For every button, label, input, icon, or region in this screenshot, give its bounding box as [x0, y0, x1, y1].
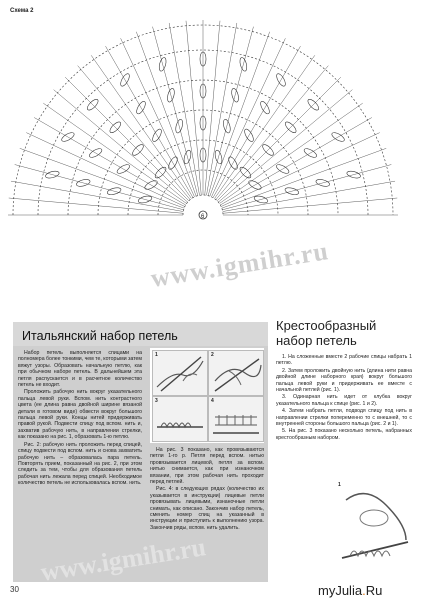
paragraph: 3. Одинарная нить идет от клубка вокруг указательного пальца к спице (рис. 1 и 2).: [276, 394, 412, 407]
chart-marker: 6: [201, 214, 205, 220]
chart-spoke: [169, 23, 199, 195]
figure-number: 3: [155, 398, 158, 404]
paragraph: 5. На рис. 3 показано несколько петель, набранных крестообразным набором.: [276, 428, 412, 441]
brand-domain: Ru: [365, 583, 383, 598]
paragraph: 2. Затем проложить двойную нить (длина нити равна двойной длине наборного края) вокруг большого пальца левой руки и придерживать ее вместе с начальной петлей (рис. 1).: [276, 367, 412, 394]
left-section-text: [18, 350, 142, 488]
chart-spoke: [218, 90, 352, 202]
chart-spoke: [78, 66, 190, 200]
caption: На рис. 3 показано, как провязываются петли 1-го р. Петля перед вспом. нитью провязывается лицевой, петля за вспом. нитью снимается, как при изнаночном вязании, при этом рабочая нить проходит перед петлей.: [150, 447, 264, 486]
figure-number: 1: [338, 482, 341, 488]
figure-captions: [150, 447, 264, 532]
paragraph: Рис. 2: рабочую нить проложить перед спицей, спицу подвести под вспом. нить и снова захватить рабочую нить – образовалась пара петель. Повторять прием, показанный на рис. 2, при этом следить за тем, чтобы для образования петель рабочая нить лежала перед спицей. Необходимое количество петель не использовалась вспом. нить.: [18, 441, 142, 487]
chart-spoke: [217, 77, 341, 201]
chart-spoke: [65, 77, 189, 201]
schema-label: Схема 2: [10, 8, 34, 14]
chart-spoke: [222, 165, 391, 210]
brand-name: myJulia: [318, 583, 363, 598]
chart-spoke: [136, 32, 196, 196]
figure-number: 1: [155, 352, 158, 358]
paragraph: 1. На сложенные вместе 2 рабочие спицы набрать 1 петлю.: [276, 354, 412, 367]
chart-spoke: [11, 181, 183, 211]
brand-logo: [318, 583, 382, 598]
brand-dot: .: [362, 583, 366, 598]
knitting-illustration-icon: [153, 351, 207, 395]
chart-spoke: [216, 66, 328, 200]
chart-spoke: [43, 103, 186, 203]
illustration-grid: [150, 348, 264, 443]
chart-spoke: [121, 38, 195, 197]
chart-spoke: [9, 198, 183, 213]
cross-cast-on-illustration-icon: [336, 480, 412, 565]
chart-spoke: [219, 103, 362, 203]
right-section-text: [276, 354, 412, 442]
chart-spoke: [211, 38, 285, 197]
chart-spoke: [208, 27, 253, 196]
chart-spoke: [214, 55, 314, 198]
watermark: www.igmihr.ru: [148, 236, 331, 293]
chart-spoke: [20, 148, 184, 208]
right-section-title: Крестообразный набор петель: [276, 318, 377, 348]
caption: Рис. 4: в следующих рядах (количество их указывается в инструкции) лицевые петли провязывать лицевыми, изнаночные петли снимать, как описано. Закончив набор петель, сменить номер спиц на указанный в инструкции и приступить к выполнению узора. Закончив ряды, вспом. нить удалить.: [150, 486, 264, 531]
chart-spoke: [15, 165, 184, 210]
chart-spoke: [153, 27, 198, 196]
figure-number: 4: [211, 398, 214, 404]
crochet-chart: [0, 0, 422, 235]
figure-3: [152, 396, 208, 442]
chart-spoke: [91, 55, 191, 198]
chart-spoke: [223, 181, 395, 211]
knitting-illustration-icon: [209, 351, 263, 395]
paragraph: 4. Затем набрать петли, подводя спицу под нить в направлении стрелки попеременно то с внешней, то с внутренней стороны большого пальца (рис. 2 и 1).: [276, 408, 412, 428]
chart-spoke: [222, 148, 386, 208]
paragraph: Набор петель выполняется спицами на полномера более тонкими, чем те, которыми затем вяжут узоры. Образовать начальную петлю, как при обычном наборе петель. В дальнейшем эта петля распускается и в расчетное количество петель не входит.: [18, 350, 142, 389]
figure-1: [152, 350, 208, 396]
chart-spoke: [205, 21, 220, 195]
chart-spoke: [210, 32, 270, 196]
figure-2: [208, 350, 264, 396]
chart-spoke: [26, 133, 185, 207]
figure-4: [208, 396, 264, 442]
figure-number: 2: [211, 352, 214, 358]
chart-spoke: [186, 21, 201, 195]
knitting-illustration-icon: [153, 397, 207, 441]
left-section-title: Итальянский набор петель: [22, 329, 178, 343]
chart-spoke: [221, 133, 380, 207]
knitting-illustration-icon: [209, 397, 263, 441]
chart-spoke: [206, 23, 236, 195]
paragraph: Проложить рабочую нить вокруг указательного пальца левой руки. Вспом. нить контрастного цвета (ее длина равна двойной ширине вязаной детали в готовом виде) обвести вокруг большого пальца левой руки. Концы нитей придерживать правой рукой. Подвести спицу под вспом. нить и, захватив рабочую нить, в направлении стрелки, как показано на рис. 1, образовать 1-ю петлю.: [18, 389, 142, 441]
page-number: 30: [10, 585, 19, 594]
chart-spoke: [223, 198, 397, 213]
watermark-bottom: www.igmihr.ru: [38, 532, 208, 587]
chart-spoke: [54, 90, 188, 202]
